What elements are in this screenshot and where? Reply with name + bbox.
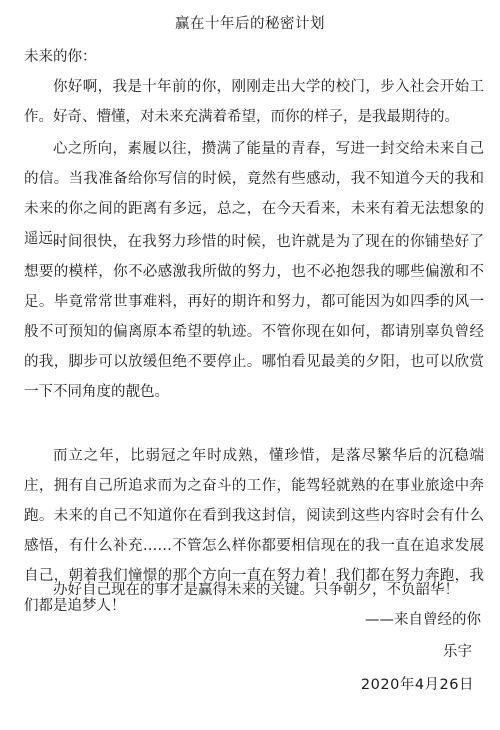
letter-paragraph-4: 而立之年，比弱冠之年时成熟，懂珍惜，是落尽繁华后的沉稳端庄，拥有自己所追求而为之奋斗的工作，能驾轻就熟的在事业旅途中奔跑。未来的自己不知道你在看到我这封信，阅读到这些内容时会有什么感悟，有什么补充……不管怎么样你都要相信现在的我一直在追求发展自己，朝着我们憧憬的那个方向一直在努力着！我们都在努力奔跑，我们都是追梦人！ bbox=[24, 448, 484, 614]
document-title: 赢在十年后的秘密计划 bbox=[175, 16, 325, 32]
letter-paragraph-5: 办好自己现在的事才是赢得未来的关键。只争朝夕，不负韶华！ bbox=[53, 582, 459, 598]
letter-paragraph-2: 心之所向，素履以往，攒满了能量的青春，写进一封交给未来自己的信。当我准备给你写信的时候，竟然有些感动，我不知道今天的我和未来的你之间的距离有多远，总之，在今天看来，未来有着无法想象的遥远。 bbox=[24, 141, 484, 247]
signature-date: 2020年4月26日 bbox=[360, 677, 474, 693]
letter-greeting: 未来的你： bbox=[24, 49, 97, 65]
signature-from: ——来自曾经的你 bbox=[365, 612, 481, 628]
letter-paragraph-3: 时间很快，在我努力珍惜的时候，也许就是为了现在的你铺垫好了想要的模样，你不必感激我所做的努力，也不必抱怨我的哪些偏激和不足。毕竟常常世事难料，再好的期许和努力，都可能因为如四季的风一般不可预知的偏离原本希望的轨迹。不管你现在如何，都请别辜负曾经的我，脚步可以放缓但绝不要停止。哪怕看见最美的夕阳，也可以欣赏一下不同角度的靓色。 bbox=[24, 234, 484, 400]
letter-paragraph-1: 你好啊，我是十年前的你，刚刚走出大学的校门，步入社会开始工作。好奇、懵懂，对未来充满着希望，而你的样子，是我最期待的。 bbox=[24, 79, 484, 125]
signature-name: 乐宇 bbox=[443, 644, 472, 660]
